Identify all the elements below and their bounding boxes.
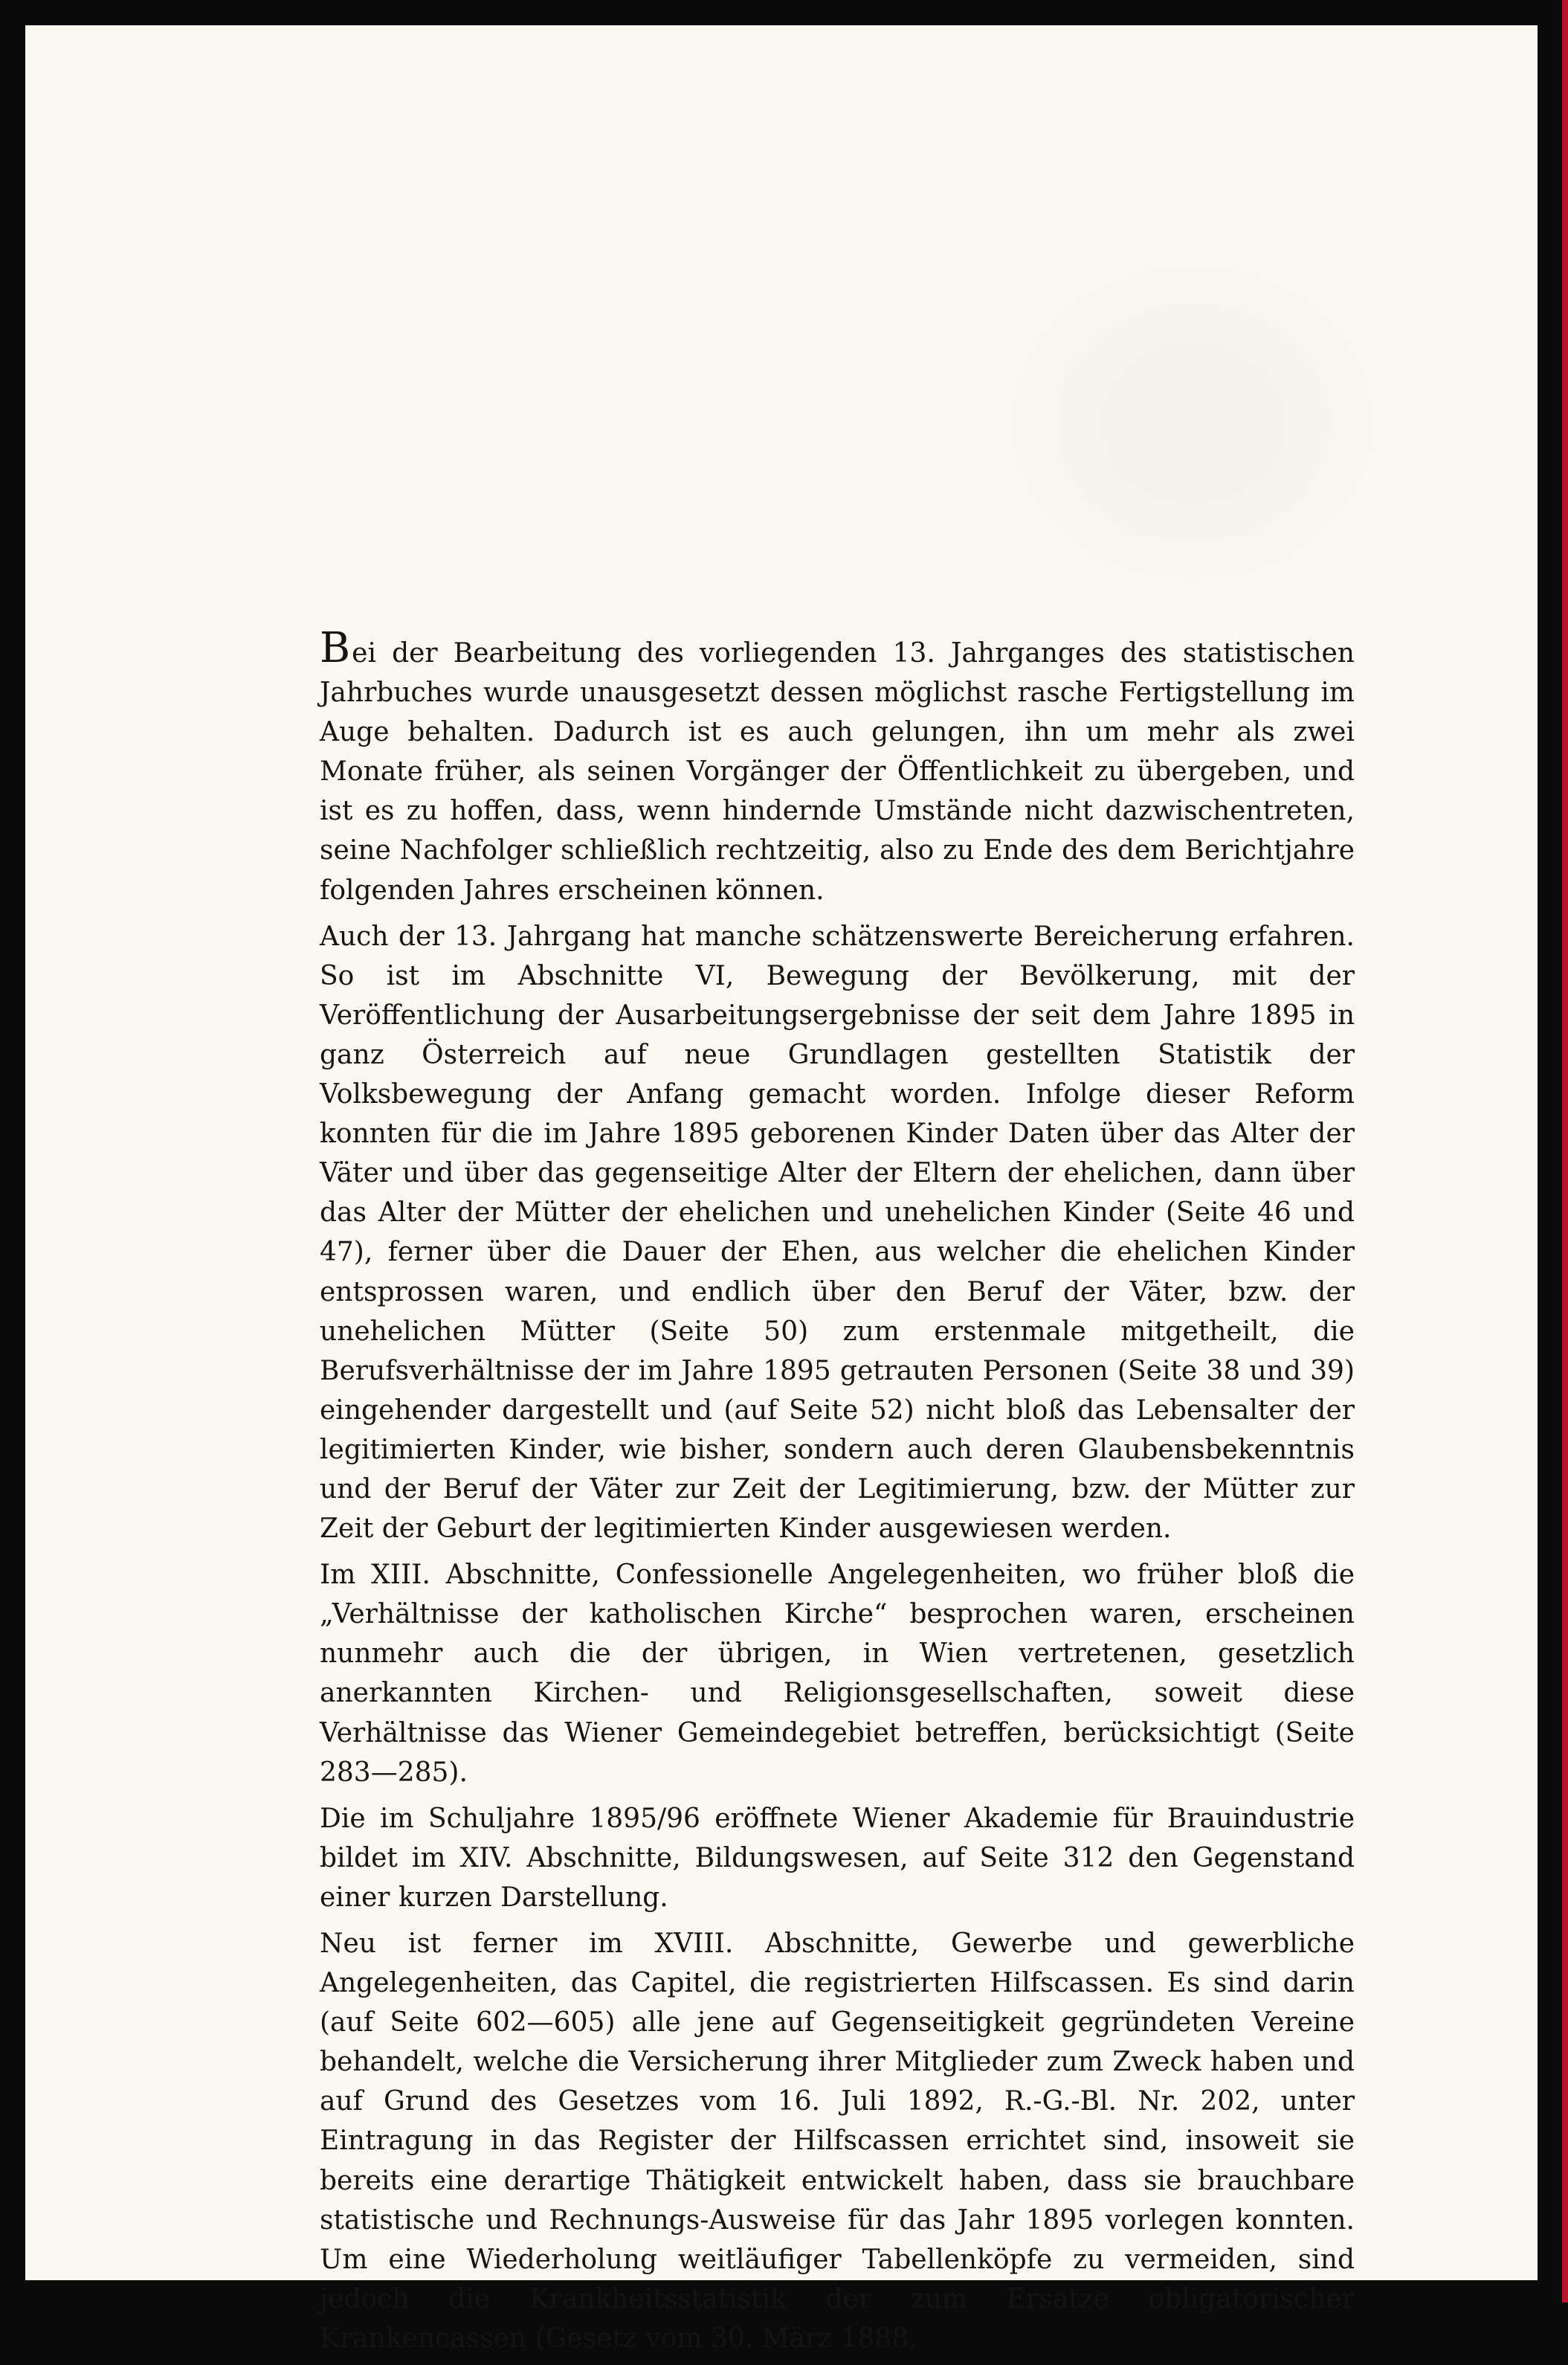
- show-through: [992, 248, 1393, 598]
- document-page: [25, 25, 1538, 2354]
- paragraph-1: [320, 624, 1355, 910]
- paragraph-text: ei der Bearbeitung des vorliegenden 13. Jahrganges des statistischen Jahrbuches wurde unausgesetzt dessen möglichst rasche Fertigstellung im Auge behalten. Dadurch ist es auch gelungen, ihn um mehr als zwei Monate früher, als seinen Vorgänger der Öffentlichkeit zu übergeben, und ist es zu hoffen, dass, wenn hindernde Umstände nicht dazwischentreten, seine Nachfolger schließlich rechtzeitig, also zu Ende des dem Berichtjahre folgenden Jahres erscheinen können.: [320, 638, 1355, 906]
- paragraph-3: [320, 1555, 1355, 1792]
- paragraph-text: Im XIII. Abschnitte, Confessionelle Angelegenheiten, wo früher bloß die „Verhältnisse der katholischen Kirche“ besprochen waren, erscheinen nunmehr auch die der übrigen, in Wien vertretenen, gesetzlich anerkannten Kirchen- und Religionsgesellschaften, soweit diese Verhältnisse das Wiener Gemeindegebiet betreffen, berücksichtigt (Seite 283—285).: [320, 1560, 1355, 1788]
- paragraph-text: Die im Schuljahre 1895/96 eröffnete Wiener Akademie für Brauindustrie bildet im XIV. Abschnitte, Bildungswesen, auf Seite 312 den Gegenstand einer kurzen Darstellung.: [320, 1803, 1355, 1913]
- paragraph-text: Neu ist ferner im XVIII. Abschnitte, Gewerbe und gewerbliche Angelegenheiten, das Capitel, die registrierten Hilfscassen. Es sind darin (auf Seite 602—605) alle jene auf Gegenseitigkeit gegründeten Vereine behandelt, welche die Versicherung ihrer Mitglieder zum Zweck haben und auf Grund des Gesetzes vom 16. Juli 1892, R.-G.-Bl. Nr. 202, unter Eintragung in das Register der Hilfscassen errichtet sind, insoweit sie bereits eine derartige Thätigkeit entwickelt haben, dass sie brauchbare statistische und Rechnungs-Ausweise für das Jahr 1895 vorlegen konnten. Um eine Wiederholung weitläufiger Tabellenköpfe zu vermeiden, sind jedoch die Krankheitsstatistik der zum Ersatze obligatorischer Krankencassen (Gesetz vom 30. März 1888,: [320, 1928, 1355, 2354]
- paragraph-2: [320, 917, 1355, 1549]
- paragraph-4: [320, 1799, 1355, 1917]
- paragraph-text: Auch der 13. Jahrgang hat manche schätzenswerte Bereicherung erfahren. So ist im Abschnitte VI, Bewegung der Bevölkerung, mit der Veröffentlichung der Ausarbeitungsergebnisse der seit dem Jahre 1895 in ganz Österreich auf neue Grundlagen gestellten Statistik der Volksbewegung der Anfang gemacht worden. Infolge dieser Reform konnten für die im Jahre 1895 geborenen Kinder Daten über das Alter der Väter und über das gegenseitige Alter der Eltern der ehelichen, dann über das Alter der Mütter der ehelichen und unehelichen Kinder (Seite 46 und 47), ferner über die Dauer der Ehen, aus welcher die ehelichen Kinder entsprossen waren, und endlich über den Beruf der Väter, bzw. der unehelichen Mütter (Seite 50) zum erstenmale mitgetheilt, die Berufsverhältnisse der im Jahre 1895 getrauten Personen (Seite 38 und 39) eingehender dargestellt und (auf Seite 52) nicht bloß das Lebensalter der legitimierten Kinder, wie bisher, sondern auch deren Glaubensbekenntnis und der Beruf der Väter zur Zeit der Legitimierung, bzw. der Mütter zur Zeit der Geburt der legitimierten Kinder ausgewiesen werden.: [320, 921, 1355, 1545]
- drop-cap: B: [320, 624, 351, 672]
- paragraph-5: [320, 1924, 1355, 2358]
- page-edge: [1562, 0, 1568, 2303]
- body-text: [320, 624, 1355, 2365]
